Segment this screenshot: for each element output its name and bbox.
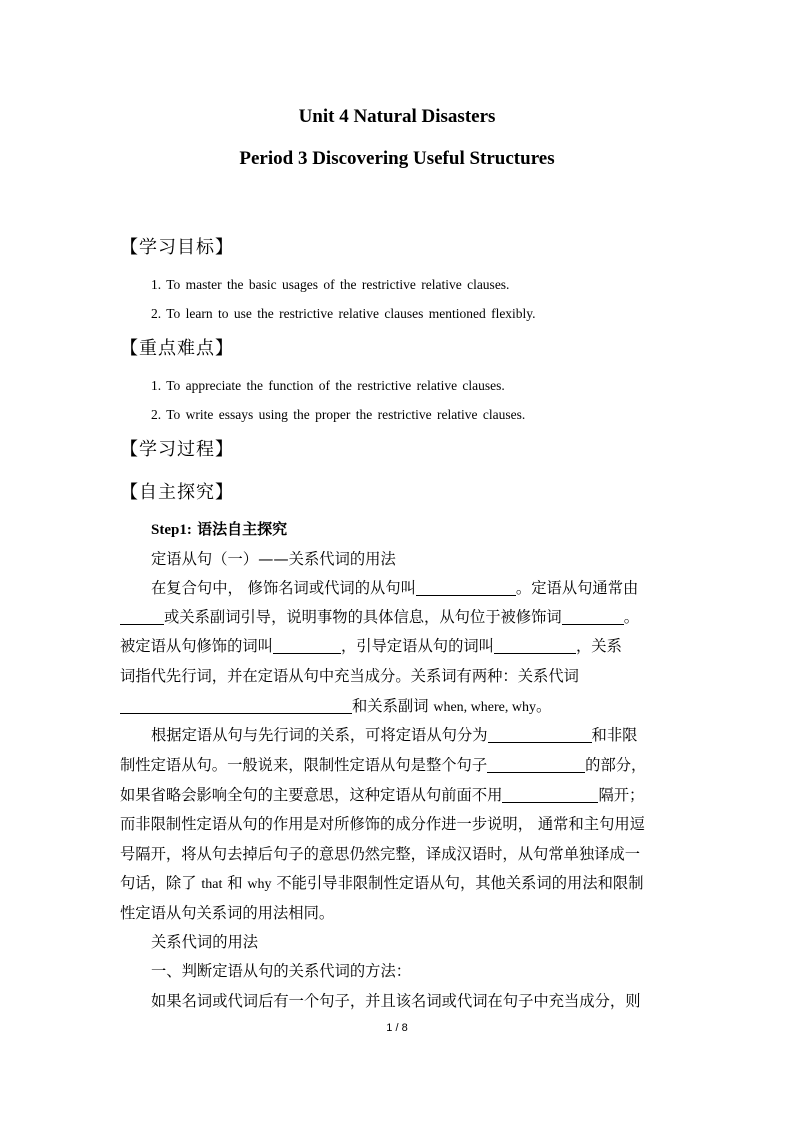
goal-item: 1. To master the basic usages of the restrictive relative clauses. (151, 277, 510, 292)
text-run: 制性定语从句。一般说来，限制性定语从句是整个句子 (120, 756, 488, 774)
text-run: when, where, why (433, 700, 536, 715)
answer-blank[interactable] (487, 757, 585, 773)
text-run: 和 (222, 874, 248, 892)
paragraph-line (120, 605, 665, 627)
text-run: 和非限 (591, 726, 638, 744)
explore-heading: 【自主探究】 (120, 482, 234, 503)
page-number: 1 / 8 (386, 1022, 408, 1034)
paragraph-line: 性定语从句关系词的用法相同。 (120, 904, 335, 922)
goals-heading: 【学习目标】 (120, 237, 234, 258)
answer-blank[interactable] (120, 698, 352, 714)
text-run: 句话，除了 (120, 874, 202, 892)
text-run: that (201, 877, 223, 892)
text-run: 在复合句中， 修饰名词或代词的从句叫 (151, 579, 416, 597)
step-label (151, 518, 287, 539)
process-heading: 【学习过程】 (120, 439, 234, 460)
answer-blank[interactable] (562, 609, 624, 625)
key-item: 2. To write essays using the proper the restrictive relative clauses. (151, 407, 526, 422)
text-run: 。 (536, 697, 552, 715)
key-item: 1. To appreciate the function of the restrictive relative clauses. (151, 378, 505, 393)
text-run: 。 (623, 608, 640, 626)
text-run: why (247, 877, 272, 892)
step-number: Step1: (151, 522, 192, 538)
paragraph-line (120, 783, 665, 805)
text-run: 或关系副词引导，说明事物的具体信息，从句位于被修饰词 (164, 608, 562, 626)
answer-blank[interactable] (502, 787, 598, 803)
paragraph-line (120, 753, 665, 775)
section-line: 关系代词的用法 (151, 933, 259, 951)
text-run: ，关系 (575, 637, 622, 655)
answer-blank[interactable] (494, 638, 576, 654)
key-heading: 【重点难点】 (120, 338, 234, 359)
text-run: 和关系副词 (352, 697, 434, 715)
answer-blank[interactable] (488, 727, 592, 743)
paragraph-line: 词指代先行词，并在定语从句中充当成分。关系词有两种：关系代词 (120, 667, 579, 685)
text-run: ，引导定语从句的词叫 (340, 637, 494, 655)
section-line: 如果名词或代词后有一个句子，并且该名词或代词在句子中充当成分，则 (151, 992, 641, 1010)
goal-item: 2. To learn to use the restrictive relative clauses mentioned flexibly. (151, 306, 536, 321)
period-title: Period 3 Discovering Useful Structures (239, 148, 555, 169)
text-run: 如果省略会影响全句的主要意思，这种定语从句前面不用 (120, 786, 503, 804)
step-text: 语法自主探究 (197, 520, 288, 538)
text-run: 的部分， (585, 756, 647, 774)
paragraph-line (120, 634, 665, 656)
text-run: 被定语从句修饰的词叫 (120, 637, 273, 655)
paragraph-line: 号隔开，将从句去掉后句子的意思仍然完整，译成汉语时，从句常单独译成一 (120, 845, 641, 863)
text-run: 根据定语从句与先行词的关系，可将定语从句分为 (151, 726, 488, 744)
grammar-subtitle: 定语从句（一）——关系代词的用法 (151, 550, 396, 568)
paragraph-line: 而非限制性定语从句的作用是对所修饰的成分作进一步说明， 通常和主句用逗 (120, 815, 645, 833)
section-line: 一、判断定语从句的关系代词的方法： (151, 962, 412, 980)
text-run: 隔开； (598, 786, 645, 804)
answer-blank[interactable] (273, 638, 341, 654)
answer-blank[interactable] (416, 580, 516, 596)
text-run: 。定语从句通常由 (515, 579, 639, 597)
text-run: 不能引导非限制性定语从句，其他关系词的用法和限制 (271, 874, 644, 892)
answer-blank[interactable] (120, 609, 164, 625)
unit-title: Unit 4 Natural Disasters (298, 106, 496, 127)
paragraph-line (120, 694, 665, 716)
paragraph-line (151, 723, 665, 745)
paragraph-line (120, 871, 665, 893)
paragraph-line (151, 576, 665, 598)
